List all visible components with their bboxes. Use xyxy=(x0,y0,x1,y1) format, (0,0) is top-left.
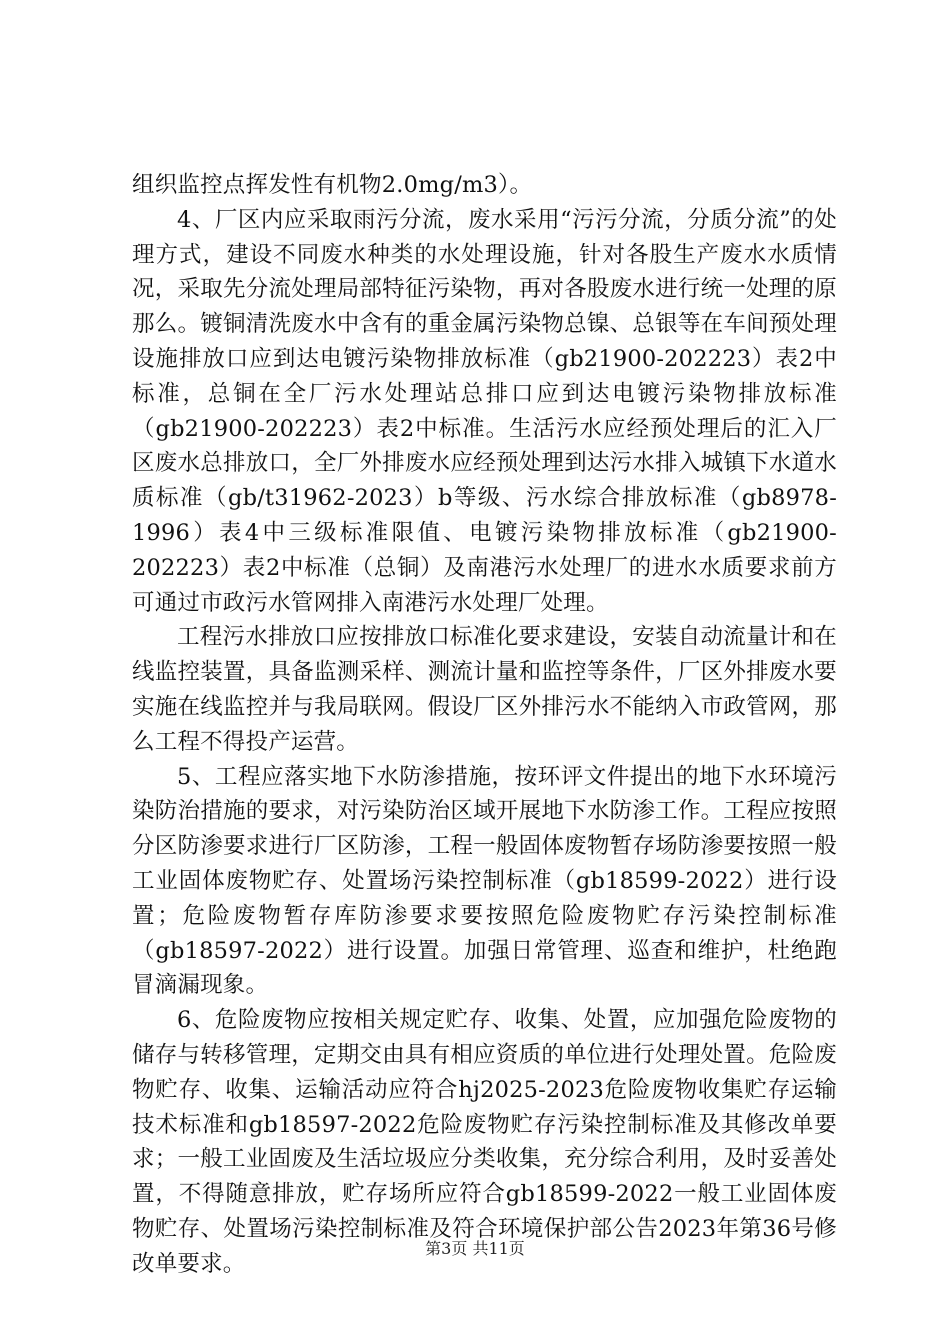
paragraph-discharge-outlet: 工程污水排放口应按排放口标准化要求建设，安装自动流量计和在线监控装置，具备监测采样、测流计量和监控等条件，厂区外排废水要实施在线监控并与我局联网。假设厂区外排污水不能纳入市政管网，那么工程不得投产运营。 xyxy=(132,624,837,755)
paragraph-item-4: 4、厂区内应采取雨污分流，废水采用“污污分流，分质分流”的处理方式，建设不同废水种类的水处理设施，针对各股生产废水水质情况，采取先分流处理局部特征污染物，再对各股废水进行统一处理的原那么。镀铜清洗废水中含有的重金属污染物总镍、总银等在车间预处理设施排放口应到达电镀污染物排放标准（gb21900-202223）表2中标准，总铜在全厂污水处理站总排口应到达电镀污染物排放标准（gb21900-202223）表2中标准。生活污水应经预处理后的汇入厂区废水总排放口，全厂外排废水应经预处理到达污水排入城镇下水道水质标准（gb/t31962-2023）b等级、污水综合排放标准（gb8978-1996）表4中三级标准限值、电镀污染物排放标准（gb21900-202223）表2中标准（总铜）及南港污水处理厂的进水水质要求前方可通过市政污水管网排入南港污水处理厂处理。 xyxy=(132,206,837,616)
paragraph-continuation: 组织监控点挥发性有机物2.0mg/m3）。 xyxy=(132,172,533,198)
paragraph-item-6: 6、危险废物应按相关规定贮存、收集、处置，应加强危险废物的储存与转移管理，定期交由具有相应资质的单位进行处理处置。危险废物贮存、收集、运输活动应符合hj2025-2023危险废物收集贮存运输技术标准和gb18597-2022危险废物贮存污染控制标准及其修改单要求；一般工业固废及生活垃圾应分类收集，充分综合利用，及时妥善处置，不得随意排放，贮存场所应符合gb18599-2022一般工业固体废物贮存、处置场污染控制标准及符合环境保护部公告2023年第36号修改单要求。 xyxy=(132,1007,837,1277)
paragraph-item-5: 5、工程应落实地下水防渗措施，按环评文件提出的地下水环境污染防治措施的要求，对污染防治区域开展地下水防渗工作。工程应按照分区防渗要求进行厂区防渗，工程一般固体废物暂存场防渗要按照一般工业固体废物贮存、处置场污染控制标准（gb18599-2022）进行设置；危险废物暂存库防渗要求要按照危险废物贮存污染控制标准（gb18597-2022）进行设置。加强日常管理、巡查和维护，杜绝跑冒滴漏现象。 xyxy=(132,763,837,999)
page-number-footer: 第3页 共11页 xyxy=(425,1239,525,1258)
body-text xyxy=(132,168,837,1282)
